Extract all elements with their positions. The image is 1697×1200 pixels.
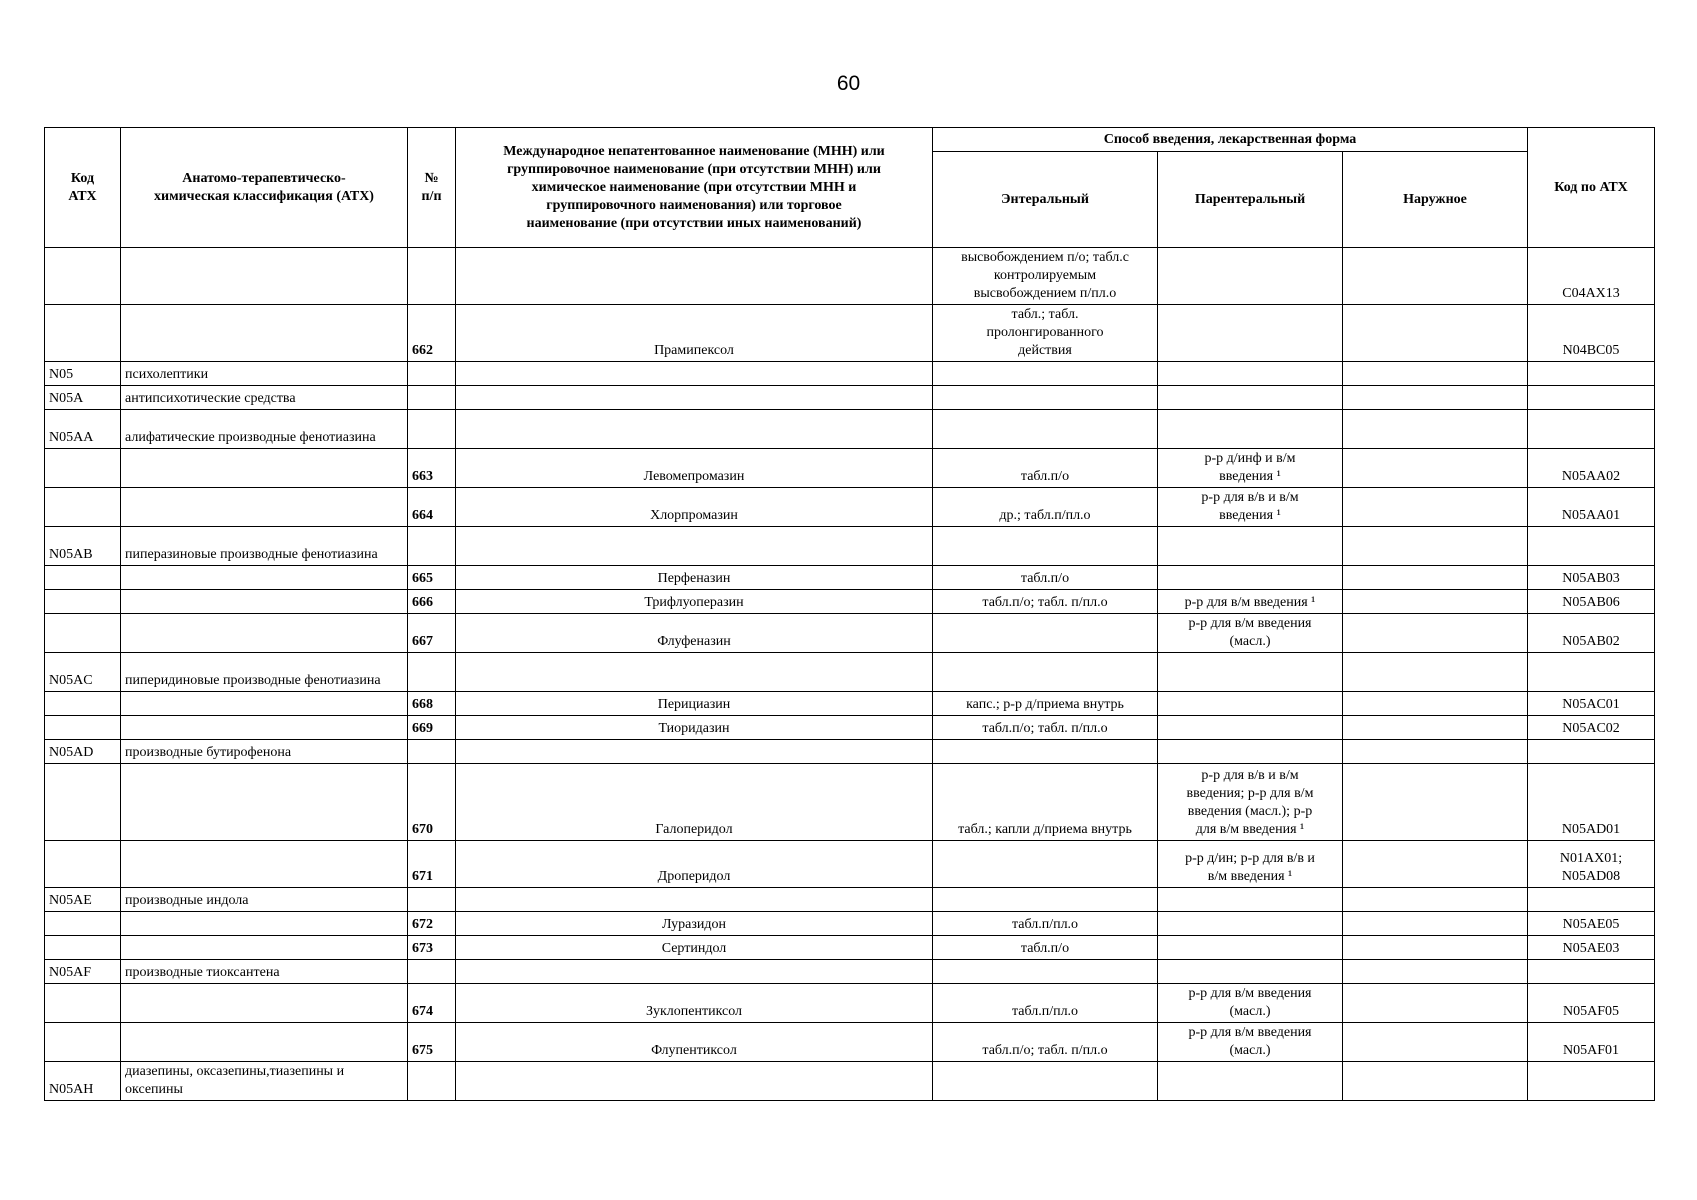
table-row bbox=[45, 590, 1655, 614]
classification-cell bbox=[121, 1023, 408, 1062]
atx-code-cell bbox=[45, 614, 121, 653]
drug-name bbox=[456, 362, 933, 386]
table-row bbox=[45, 305, 1655, 362]
atx-code-cell bbox=[45, 841, 121, 888]
parenteral-form: р-р для в/м введения ¹ bbox=[1158, 590, 1343, 614]
drug-name bbox=[456, 888, 933, 912]
enteral-form bbox=[933, 888, 1158, 912]
table-row bbox=[45, 386, 1655, 410]
atx-code: N05AA02 bbox=[1528, 449, 1655, 488]
classification-cell: антипсихотические средства bbox=[121, 386, 408, 410]
atx-code: N05AE05 bbox=[1528, 912, 1655, 936]
external-form bbox=[1343, 590, 1528, 614]
classification-cell bbox=[121, 449, 408, 488]
parenteral-form bbox=[1158, 566, 1343, 590]
page-number: 60 bbox=[836, 72, 861, 95]
classification-cell bbox=[121, 488, 408, 527]
drug-name: Перициазин bbox=[456, 692, 933, 716]
atx-code-cell bbox=[45, 764, 121, 841]
table-row bbox=[45, 410, 1655, 449]
enteral-form: табл.; капли д/приема внутрь bbox=[933, 764, 1158, 841]
enteral-form bbox=[933, 740, 1158, 764]
atx-code: N05AB03 bbox=[1528, 566, 1655, 590]
row-number bbox=[408, 410, 456, 449]
drug-name bbox=[456, 960, 933, 984]
external-form bbox=[1343, 305, 1528, 362]
row-number: 666 bbox=[408, 590, 456, 614]
classification-cell: производные тиоксантена bbox=[121, 960, 408, 984]
parenteral-form: р-р для в/м введения (масл.) bbox=[1158, 614, 1343, 653]
row-number: 664 bbox=[408, 488, 456, 527]
external-form bbox=[1343, 566, 1528, 590]
parenteral-form bbox=[1158, 362, 1343, 386]
row-number bbox=[408, 653, 456, 692]
external-form bbox=[1343, 912, 1528, 936]
external-form bbox=[1343, 936, 1528, 960]
drug-name bbox=[456, 386, 933, 410]
classification-cell bbox=[121, 984, 408, 1023]
header-atx-code: Код по АТХ bbox=[1528, 128, 1655, 248]
external-form bbox=[1343, 1023, 1528, 1062]
enteral-form bbox=[933, 1062, 1158, 1101]
classification-cell: психолептики bbox=[121, 362, 408, 386]
atx-code bbox=[1528, 740, 1655, 764]
row-number bbox=[408, 248, 456, 305]
drug-name: Флуфеназин bbox=[456, 614, 933, 653]
external-form bbox=[1343, 410, 1528, 449]
atx-code: N04BC05 bbox=[1528, 305, 1655, 362]
table-row bbox=[45, 716, 1655, 740]
header-num: № п/п bbox=[408, 128, 456, 248]
parenteral-form bbox=[1158, 912, 1343, 936]
header-row bbox=[45, 128, 1655, 152]
drug-name: Зуклопентиксол bbox=[456, 984, 933, 1023]
row-number: 675 bbox=[408, 1023, 456, 1062]
enteral-form bbox=[933, 841, 1158, 888]
classification-cell bbox=[121, 716, 408, 740]
parenteral-form: р-р для в/в и в/м введения ¹ bbox=[1158, 488, 1343, 527]
table-row bbox=[45, 566, 1655, 590]
header-parenteral: Парентеральный bbox=[1158, 152, 1343, 248]
external-form bbox=[1343, 716, 1528, 740]
row-number: 662 bbox=[408, 305, 456, 362]
row-number: 672 bbox=[408, 912, 456, 936]
drug-name bbox=[456, 740, 933, 764]
classification-cell bbox=[121, 305, 408, 362]
atx-code-cell bbox=[45, 692, 121, 716]
row-number: 663 bbox=[408, 449, 456, 488]
enteral-form: табл.п/о; табл. п/пл.о bbox=[933, 590, 1158, 614]
atx-code bbox=[1528, 386, 1655, 410]
drug-name: Сертиндол bbox=[456, 936, 933, 960]
row-number: 669 bbox=[408, 716, 456, 740]
drug-name bbox=[456, 1062, 933, 1101]
atx-code: N05AA01 bbox=[1528, 488, 1655, 527]
enteral-form: табл.п/о; табл. п/пл.о bbox=[933, 1023, 1158, 1062]
parenteral-form bbox=[1158, 888, 1343, 912]
header-name: Международное непатентованное наименование (МНН) или группировочное наименование (при отсутствии МНН) или химическое наименование (при отсутствии МНН и группировочного наименования) или торговое наименование (при отсутствии иных наименований) bbox=[456, 128, 933, 248]
atx-code bbox=[1528, 362, 1655, 386]
header-classification: Анатомо-терапевтическо- химическая классификация (АТХ) bbox=[121, 128, 408, 248]
enteral-form: табл.; табл. пролонгированного действия bbox=[933, 305, 1158, 362]
atx-code: C04AX13 bbox=[1528, 248, 1655, 305]
classification-cell bbox=[121, 841, 408, 888]
atx-code bbox=[1528, 653, 1655, 692]
parenteral-form bbox=[1158, 248, 1343, 305]
atx-code-cell: N05AD bbox=[45, 740, 121, 764]
enteral-form: табл.п/о; табл. п/пл.о bbox=[933, 716, 1158, 740]
atx-code-cell bbox=[45, 716, 121, 740]
atx-code: N05AD01 bbox=[1528, 764, 1655, 841]
atx-code-cell bbox=[45, 305, 121, 362]
classification-cell: пиперидиновые производные фенотиазина bbox=[121, 653, 408, 692]
enteral-form: капс.; р-р д/приема внутрь bbox=[933, 692, 1158, 716]
external-form bbox=[1343, 248, 1528, 305]
drug-name: Хлорпромазин bbox=[456, 488, 933, 527]
drug-name: Прамипексол bbox=[456, 305, 933, 362]
row-number: 667 bbox=[408, 614, 456, 653]
table-row bbox=[45, 614, 1655, 653]
classification-cell: алифатические производные фенотиазина bbox=[121, 410, 408, 449]
atx-code-cell bbox=[45, 936, 121, 960]
drug-name: Флупентиксол bbox=[456, 1023, 933, 1062]
external-form bbox=[1343, 984, 1528, 1023]
atx-code-cell bbox=[45, 984, 121, 1023]
table-row bbox=[45, 248, 1655, 305]
parenteral-form bbox=[1158, 936, 1343, 960]
atx-code: N05AB06 bbox=[1528, 590, 1655, 614]
classification-cell bbox=[121, 248, 408, 305]
atx-code-cell bbox=[45, 449, 121, 488]
drug-name: Луразидон bbox=[456, 912, 933, 936]
external-form bbox=[1343, 362, 1528, 386]
external-form bbox=[1343, 449, 1528, 488]
table-row bbox=[45, 488, 1655, 527]
atx-code-cell bbox=[45, 488, 121, 527]
external-form bbox=[1343, 1062, 1528, 1101]
table-row bbox=[45, 936, 1655, 960]
row-number: 670 bbox=[408, 764, 456, 841]
table-row bbox=[45, 764, 1655, 841]
parenteral-form bbox=[1158, 960, 1343, 984]
parenteral-form: р-р д/ин; р-р для в/в и в/м введения ¹ bbox=[1158, 841, 1343, 888]
drug-name bbox=[456, 653, 933, 692]
parenteral-form: р-р для в/м введения (масл.) bbox=[1158, 1023, 1343, 1062]
enteral-form bbox=[933, 410, 1158, 449]
external-form bbox=[1343, 764, 1528, 841]
atx-code: N05AF05 bbox=[1528, 984, 1655, 1023]
enteral-form: табл.п/пл.о bbox=[933, 912, 1158, 936]
classification-cell bbox=[121, 692, 408, 716]
table-row bbox=[45, 984, 1655, 1023]
row-number bbox=[408, 740, 456, 764]
classification-cell: производные индола bbox=[121, 888, 408, 912]
drug-name bbox=[456, 410, 933, 449]
drug-table bbox=[44, 127, 1655, 1101]
table-row bbox=[45, 740, 1655, 764]
parenteral-form bbox=[1158, 653, 1343, 692]
enteral-form: табл.п/о bbox=[933, 449, 1158, 488]
drug-name bbox=[456, 248, 933, 305]
external-form bbox=[1343, 614, 1528, 653]
atx-code-cell: N05AA bbox=[45, 410, 121, 449]
header-external: Наружное bbox=[1343, 152, 1528, 248]
table-row bbox=[45, 960, 1655, 984]
row-number: 674 bbox=[408, 984, 456, 1023]
table-body bbox=[45, 248, 1655, 1101]
atx-code-cell bbox=[45, 1023, 121, 1062]
enteral-form: высвобождением п/о; табл.с контролируемым высвобождением п/пл.о bbox=[933, 248, 1158, 305]
atx-code-cell: N05AC bbox=[45, 653, 121, 692]
enteral-form bbox=[933, 614, 1158, 653]
external-form bbox=[1343, 841, 1528, 888]
parenteral-form: р-р для в/м введения (масл.) bbox=[1158, 984, 1343, 1023]
row-number bbox=[408, 362, 456, 386]
drug-name: Трифлуоперазин bbox=[456, 590, 933, 614]
drug-name: Дроперидол bbox=[456, 841, 933, 888]
classification-cell bbox=[121, 590, 408, 614]
drug-name: Галоперидол bbox=[456, 764, 933, 841]
table-row bbox=[45, 1062, 1655, 1101]
table-row bbox=[45, 362, 1655, 386]
classification-cell bbox=[121, 614, 408, 653]
atx-code-cell: N05 bbox=[45, 362, 121, 386]
enteral-form bbox=[933, 960, 1158, 984]
parenteral-form bbox=[1158, 305, 1343, 362]
atx-code: N05AC01 bbox=[1528, 692, 1655, 716]
enteral-form: табл.п/о bbox=[933, 566, 1158, 590]
classification-cell: диазепины, оксазепины,тиазепины и оксепины bbox=[121, 1062, 408, 1101]
classification-cell bbox=[121, 912, 408, 936]
row-number bbox=[408, 527, 456, 566]
external-form bbox=[1343, 386, 1528, 410]
drug-name: Левомепромазин bbox=[456, 449, 933, 488]
atx-code-cell: N05AH bbox=[45, 1062, 121, 1101]
atx-code bbox=[1528, 888, 1655, 912]
classification-cell: пиперазиновые производные фенотиазина bbox=[121, 527, 408, 566]
row-number bbox=[408, 1062, 456, 1101]
external-form bbox=[1343, 960, 1528, 984]
external-form bbox=[1343, 488, 1528, 527]
row-number bbox=[408, 386, 456, 410]
table-row bbox=[45, 888, 1655, 912]
external-form bbox=[1343, 653, 1528, 692]
atx-code: N05AE03 bbox=[1528, 936, 1655, 960]
parenteral-form bbox=[1158, 410, 1343, 449]
classification-cell: производные бутирофенона bbox=[121, 740, 408, 764]
atx-code bbox=[1528, 527, 1655, 566]
row-number bbox=[408, 888, 456, 912]
table-row bbox=[45, 841, 1655, 888]
atx-code: N05AF01 bbox=[1528, 1023, 1655, 1062]
atx-code-cell bbox=[45, 912, 121, 936]
parenteral-form bbox=[1158, 1062, 1343, 1101]
classification-cell bbox=[121, 566, 408, 590]
table-row bbox=[45, 912, 1655, 936]
header-route-group: Способ введения, лекарственная форма bbox=[933, 128, 1528, 152]
header-enteral: Энтеральный bbox=[933, 152, 1158, 248]
enteral-form bbox=[933, 653, 1158, 692]
table-row bbox=[45, 1023, 1655, 1062]
external-form bbox=[1343, 888, 1528, 912]
parenteral-form bbox=[1158, 386, 1343, 410]
atx-code-cell: N05AF bbox=[45, 960, 121, 984]
external-form bbox=[1343, 740, 1528, 764]
external-form bbox=[1343, 527, 1528, 566]
parenteral-form bbox=[1158, 527, 1343, 566]
atx-code bbox=[1528, 1062, 1655, 1101]
atx-code-cell bbox=[45, 590, 121, 614]
header-code: Код АТХ bbox=[45, 128, 121, 248]
parenteral-form: р-р для в/в и в/м введения; р-р для в/м введения (масл.); р-р для в/м введения ¹ bbox=[1158, 764, 1343, 841]
parenteral-form bbox=[1158, 740, 1343, 764]
parenteral-form: р-р д/инф и в/м введения ¹ bbox=[1158, 449, 1343, 488]
drug-name bbox=[456, 527, 933, 566]
atx-code-cell: N05AE bbox=[45, 888, 121, 912]
table-row bbox=[45, 449, 1655, 488]
row-number: 673 bbox=[408, 936, 456, 960]
row-number: 668 bbox=[408, 692, 456, 716]
atx-code: N01AX01; N05AD08 bbox=[1528, 841, 1655, 888]
enteral-form: табл.п/о bbox=[933, 936, 1158, 960]
enteral-form bbox=[933, 527, 1158, 566]
drug-name: Перфеназин bbox=[456, 566, 933, 590]
classification-cell bbox=[121, 764, 408, 841]
parenteral-form bbox=[1158, 716, 1343, 740]
table-row bbox=[45, 692, 1655, 716]
classification-cell bbox=[121, 936, 408, 960]
enteral-form bbox=[933, 386, 1158, 410]
row-number: 671 bbox=[408, 841, 456, 888]
drug-name: Тиоридазин bbox=[456, 716, 933, 740]
atx-code: N05AB02 bbox=[1528, 614, 1655, 653]
table-row bbox=[45, 527, 1655, 566]
atx-code: N05AC02 bbox=[1528, 716, 1655, 740]
enteral-form: др.; табл.п/пл.о bbox=[933, 488, 1158, 527]
table-row bbox=[45, 653, 1655, 692]
external-form bbox=[1343, 692, 1528, 716]
atx-code-cell bbox=[45, 248, 121, 305]
row-number: 665 bbox=[408, 566, 456, 590]
atx-code bbox=[1528, 410, 1655, 449]
enteral-form: табл.п/пл.о bbox=[933, 984, 1158, 1023]
row-number bbox=[408, 960, 456, 984]
atx-code bbox=[1528, 960, 1655, 984]
parenteral-form bbox=[1158, 692, 1343, 716]
enteral-form bbox=[933, 362, 1158, 386]
atx-code-cell: N05AB bbox=[45, 527, 121, 566]
atx-code-cell bbox=[45, 566, 121, 590]
atx-code-cell: N05A bbox=[45, 386, 121, 410]
